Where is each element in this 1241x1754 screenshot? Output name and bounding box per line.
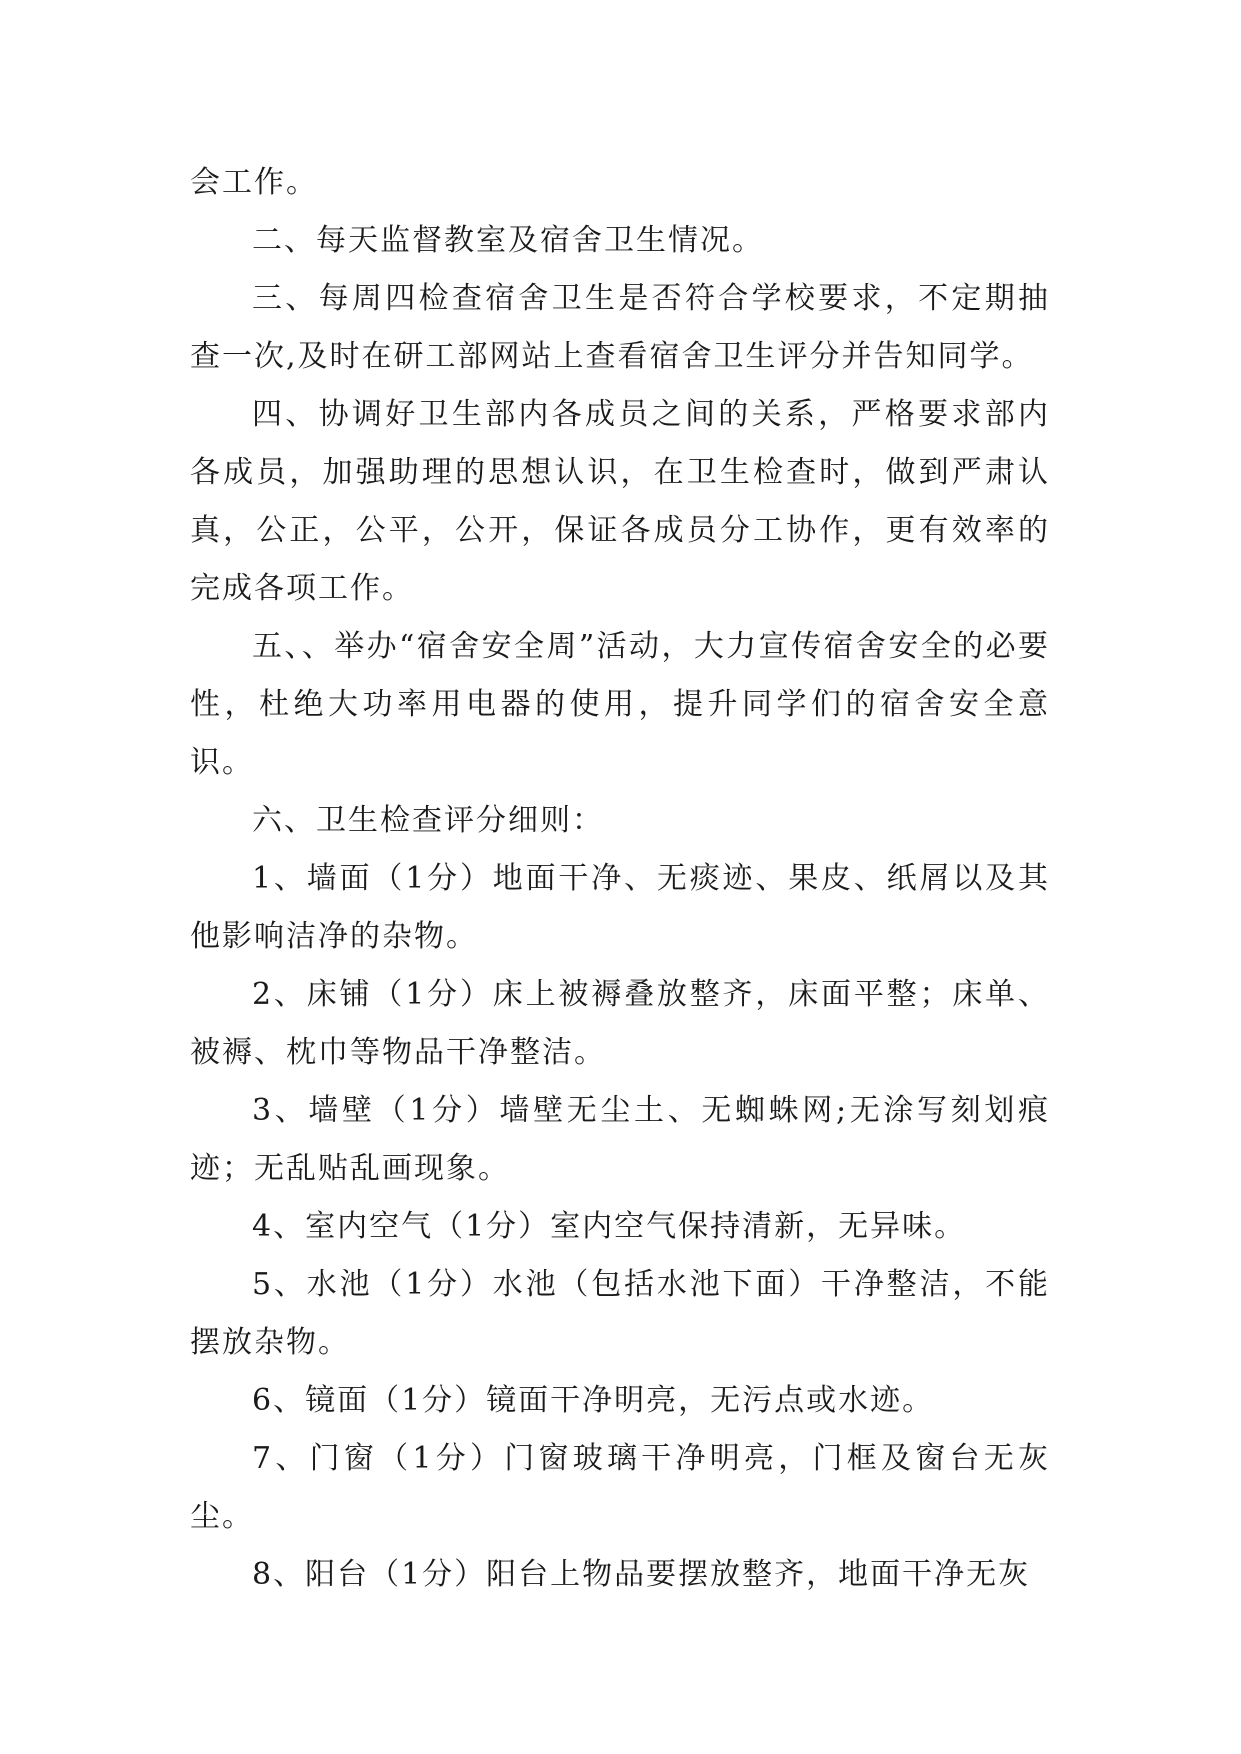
rule-item-air: 4、室内空气（1分）室内空气保持清新，无异味。 xyxy=(252,1209,967,1244)
rule-item-wall: 3、墙壁（1分）墙壁无尘土、无蜘蛛网;无涂写刻划痕迹；无乱贴乱画现象。 xyxy=(190,1093,1050,1186)
paragraph-item-6-heading: 六、卫生检查评分细则： xyxy=(252,803,604,838)
paragraph-continuation: 会工作。 xyxy=(190,165,318,200)
paragraph-item-3: 三、每周四检查宿舍卫生是否符合学校要求，不定期抽查一次,及时在研工部网站上查看宿舍卫生评分并告知同学。 xyxy=(190,281,1050,374)
rule-item-doors-windows: 7、门窗（1分）门窗玻璃干净明亮，门框及窗台无灰尘。 xyxy=(190,1441,1050,1534)
paragraph-item-4: 四、协调好卫生部内各成员之间的关系，严格要求部内各成员，加强助理的思想认识，在卫生检查时，做到严肃认真，公正，公平，公开，保证各成员分工协作，更有效率的完成各项工作。 xyxy=(190,397,1050,606)
rule-item-floor: 1、墙面（1分）地面干净、无痰迹、果皮、纸屑以及其他影响洁净的杂物。 xyxy=(190,861,1050,954)
paragraph-item-5: 五、、举办“宿舍安全周”活动，大力宣传宿舍安全的必要性，杜绝大功率用电器的使用，提升同学们的宿舍安全意识。 xyxy=(190,629,1050,780)
paragraph-item-2: 二、每天监督教室及宿舍卫生情况。 xyxy=(252,223,764,258)
rule-item-bed: 2、床铺（1分）床上被褥叠放整齐，床面平整；床单、被褥、枕巾等物品干净整洁。 xyxy=(190,977,1050,1070)
rule-item-mirror: 6、镜面（1分）镜面干净明亮，无污点或水迹。 xyxy=(252,1383,935,1418)
rule-item-balcony: 8、阳台（1分）阳台上物品要摆放整齐，地面干净无灰 xyxy=(252,1557,1031,1592)
rule-item-sink: 5、水池（1分）水池（包括水池下面）干净整洁，不能摆放杂物。 xyxy=(190,1267,1050,1360)
document-body xyxy=(190,154,1050,1604)
